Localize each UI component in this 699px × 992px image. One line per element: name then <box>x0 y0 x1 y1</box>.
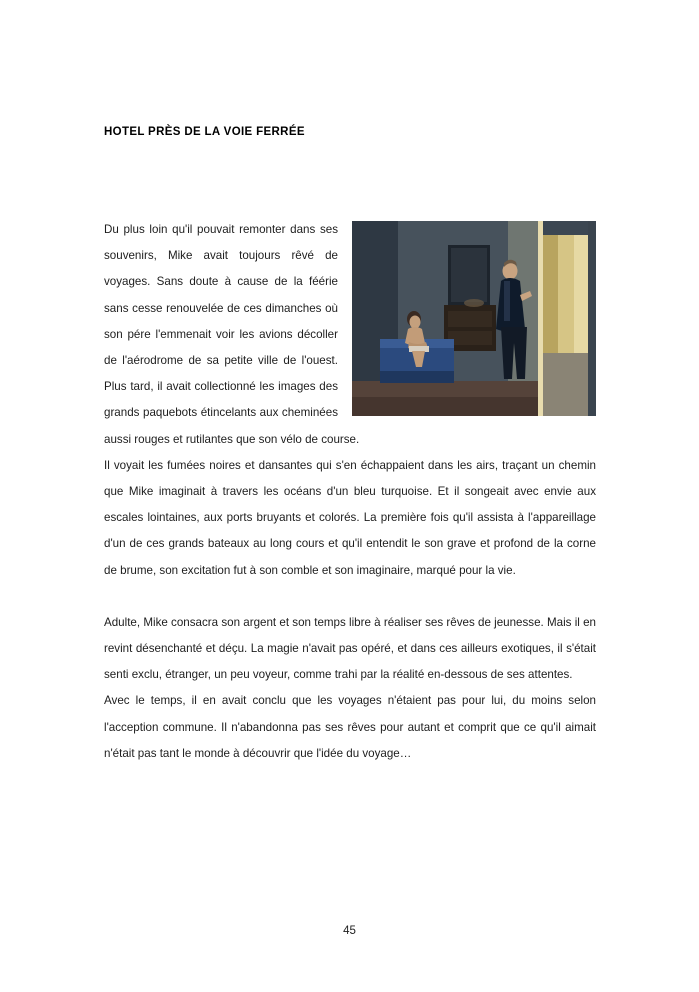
painting-artwork <box>352 221 596 416</box>
paragraph-1: Du plus loin qu'il pouvait remonter dans ses souvenirs, Mike avait toujours rêvé de voyages. Sans doute à cause de la féérie sans cesse renouvelée de ces dimanches où son pére l'emmenait voir les avions décoller de l'aérodrome de sa petite ville de l'ouest. Plus tard, il avait collectionné les images des grands paquebots étincelants aux cheminées aussi rouges et rutilantes que son vélo de course. <box>104 223 360 446</box>
paragraph-2: Il voyait les fumées noires et dansantes qui s'en échappaient dans les airs, traçant un chemin que Mike imaginait à travers les océans d'un bleu turquoise. Et il songeait avec envie aux escales lointaines, aux ports bruyants et colorés. La première fois qu'il assista à l'appareillage d'un de ces grands bateaux au long cours et qu'il entendit le son grave et profond de la corne de brume, son excitation fut à son comble et son imaginaire, marqué pour la vie. <box>104 458 596 577</box>
paragraph-3: Adulte, Mike consacra son argent et son temps libre à réaliser ses rêves de jeunesse. Mais il en revint désenchanté et déçu. La magie n'avait pas opéré, et dans ces ailleurs exotiques, il s'était senti exclu, étranger, un peu voyeur, comme trahi par la réalité en-dessous de ses attentes. <box>104 615 596 682</box>
page-content <box>104 126 596 767</box>
paragraph-spacer <box>104 584 596 610</box>
body-text <box>104 217 596 767</box>
paragraph-4: Avec le temps, il en avait conclu que les voyages n'étaient pas pour lui, du moins selon l'acception commune. Il n'abandonna pas ses rêves pour autant et comprit que ce qu'il aimait n'était pas tant le monde à découvrir que l'idée du voyage… <box>104 694 596 760</box>
page-number: 45 <box>343 925 356 937</box>
page-title: HOTEL PRÈS DE LA VOIE FERRÉE <box>104 126 305 138</box>
hotel-painting <box>352 221 596 416</box>
